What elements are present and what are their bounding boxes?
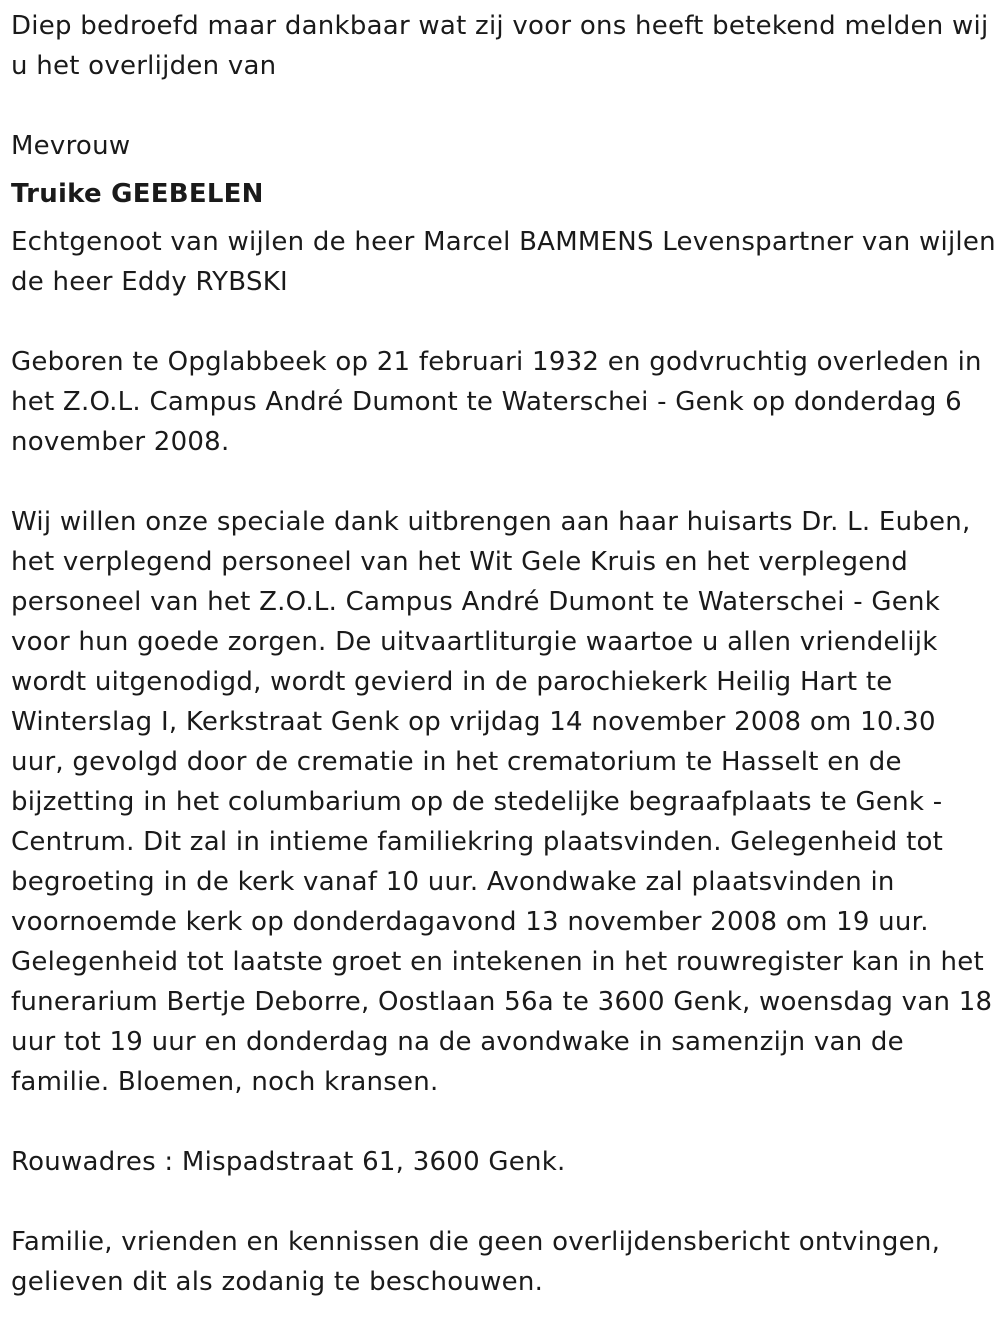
birth-death-paragraph: Geboren te Opglabbeek op 21 februari 1932 en godvruchtig overleden in het Z.O.L. Campus André Dumont te Waterschei - Genk op donderdag 6 november 2008.	[11, 347, 982, 457]
deceased-name: Truike GEEBELEN	[11, 179, 264, 209]
obituary-notice	[11, 6, 996, 1302]
spacer	[11, 1182, 996, 1222]
spacer	[11, 302, 996, 342]
thanks-ceremony-paragraph: Wij willen onze speciale dank uitbrengen aan haar huisarts Dr. L. Euben, het verplegend personeel van het Wit Gele Kruis en het verplegend personeel van het Z.O.L. Campus André Dumont te Waterschei - Genk voor hun goede zorgen. De uitvaartliturgie waartoe u allen vriendelijk wordt uitgenodigd, wordt gevierd in de parochiekerk Heilig Hart te Winterslag I, Kerkstraat Genk op vrijdag 14 november 2008 om 10.30 uur, gevolgd door de crematie in het crematorium te Hasselt en de bijzetting in het columbarium op de stedelijke begraafplaats te Genk - Centrum. Dit zal in intieme familiekring plaatsvinden. Gelegenheid tot begroeting in de kerk vanaf 10 uur. Avondwake zal plaatsvinden in voornoemde kerk op donderdagavond 13 november 2008 om 19 uur. Gelegenheid tot laatste groet en intekenen in het rouwregister kan in het funerarium Bertje Deborre, Oostlaan 56a te 3600 Genk, woensdag van 18 uur tot 19 uur en donderdag na de avondwake in samenzijn van de familie. Bloemen, noch kransen.	[11, 507, 993, 1097]
mourning-address: Rouwadres : Mispadstraat 61, 3600 Genk.	[11, 1147, 566, 1177]
closing-paragraph: Familie, vrienden en kennissen die geen overlijdensbericht ontvingen, gelieven dit als zodanig te beschouwen.	[11, 1227, 941, 1297]
intro-paragraph: Diep bedroefd maar dankbaar wat zij voor ons heeft betekend melden wij u het overlijden van	[11, 11, 989, 81]
salutation: Mevrouw	[11, 131, 131, 161]
spacer	[11, 86, 996, 126]
relations-paragraph: Echtgenoot van wijlen de heer Marcel BAMMENS Levenspartner van wijlen de heer Eddy RYBSKI	[11, 227, 996, 297]
spacer	[11, 1102, 996, 1142]
spacer	[11, 462, 996, 502]
